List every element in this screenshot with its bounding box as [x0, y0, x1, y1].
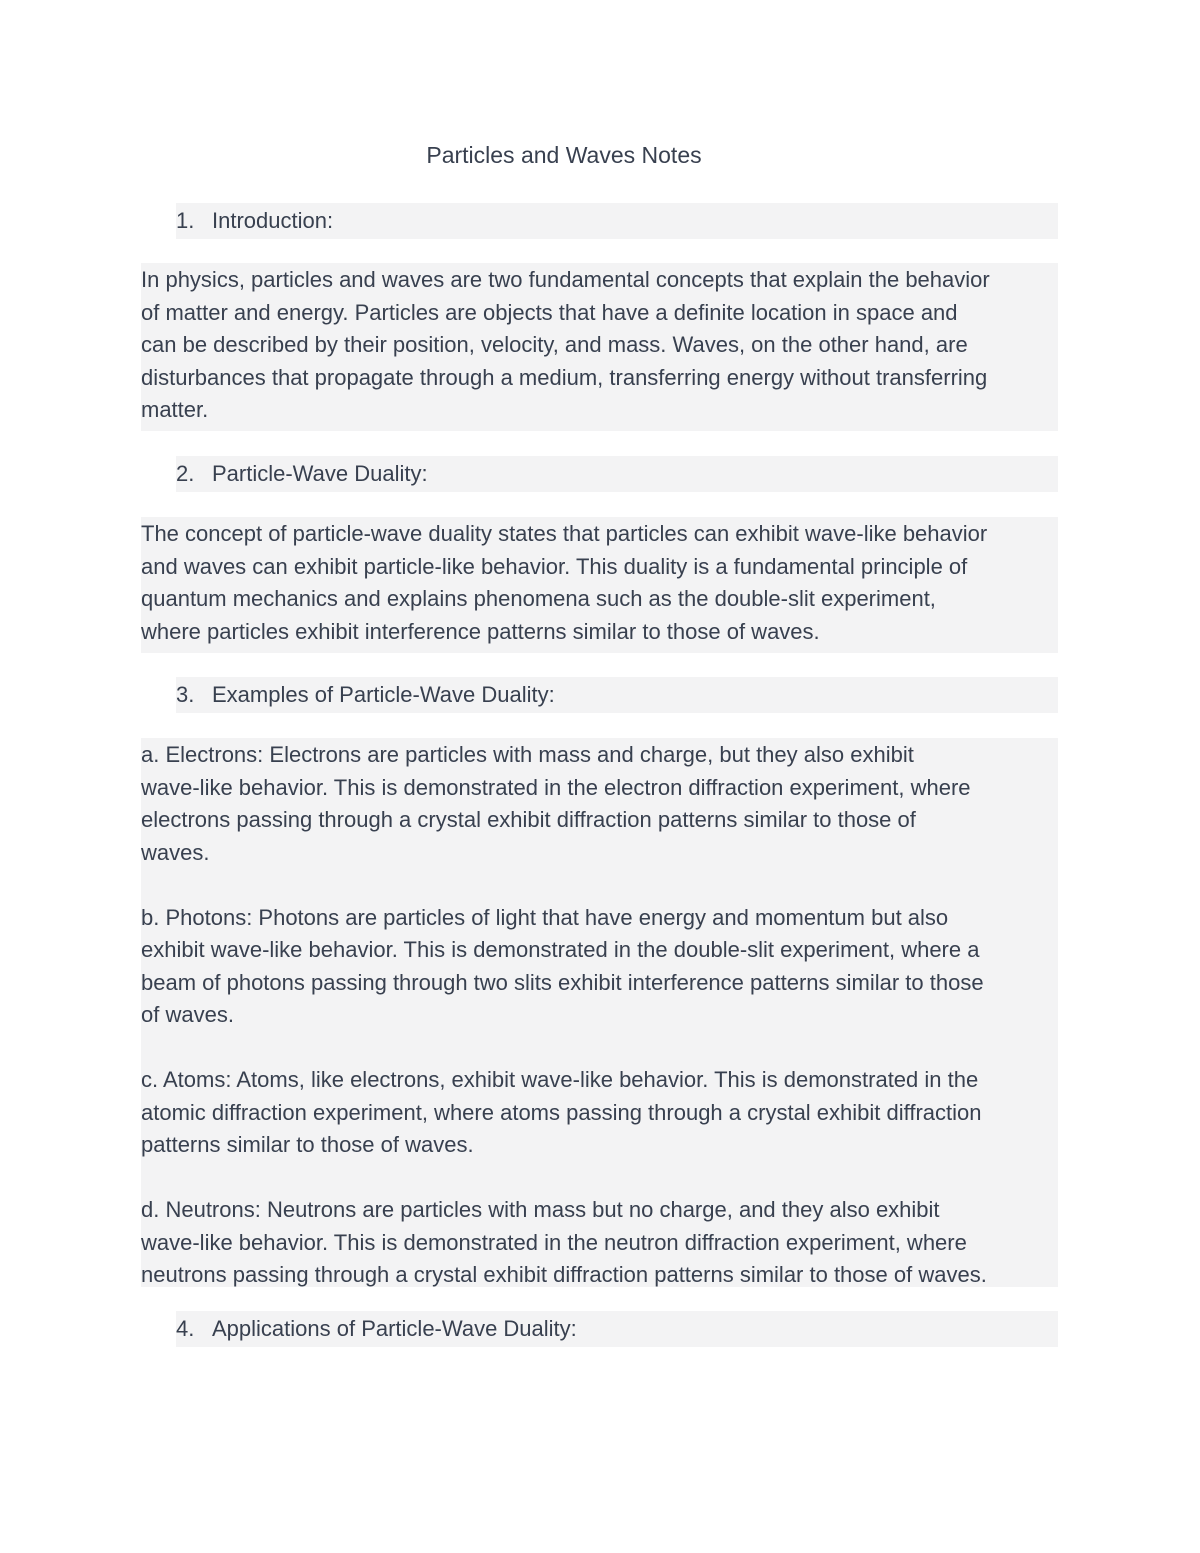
paragraph-line: The concept of particle-wave duality states that particles can exhibit wave-like behavior: [141, 521, 988, 546]
example-photons-line: of waves.: [141, 1002, 234, 1027]
paragraph-line: and waves can exhibit particle-like behavior. This duality is a fundamental principle of: [141, 553, 968, 579]
section-heading-text: Applications of Particle-Wave Duality:: [212, 1316, 577, 1341]
duality-paragraph: [141, 517, 1058, 653]
section-heading-text: Particle-Wave Duality:: [212, 461, 428, 486]
example-atoms-line: atomic diffraction experiment, where atoms passing through a crystal exhibit diffraction: [141, 1099, 982, 1125]
section-number: 2.: [176, 461, 195, 486]
example-electrons-line: a. Electrons: Electrons are particles with mass and charge, but they also exhibit: [141, 742, 914, 767]
paragraph-line: where particles exhibit interference patterns similar to those of waves.: [141, 618, 820, 644]
introduction-paragraph: [141, 263, 1058, 431]
example-electrons-line: wave-like behavior. This is demonstrated in the electron diffraction experiment, where: [141, 774, 971, 800]
section-heading-text: Introduction:: [212, 208, 334, 233]
section-heading-text: Examples of Particle-Wave Duality:: [212, 682, 555, 707]
examples-paragraph: [141, 738, 1058, 1287]
section-number: 4.: [176, 1316, 195, 1341]
section-heading-particle-wave-duality: [176, 456, 1058, 492]
example-photons-line: b. Photons: Photons are particles of light that have energy and momentum but also: [141, 904, 949, 930]
paragraph-line: In physics, particles and waves are two fundamental concepts that explain the behavior: [141, 267, 990, 292]
example-neutrons-line: wave-like behavior. This is demonstrated in the neutron diffraction experiment, where: [141, 1229, 967, 1255]
example-atoms-line: patterns similar to those of waves.: [141, 1132, 474, 1157]
example-photons-line: exhibit wave-like behavior. This is demonstrated in the double-slit experiment, where a: [141, 937, 980, 962]
paragraph-gap: [141, 869, 1058, 902]
paragraph-line: disturbances that propagate through a medium, transferring energy without transferring: [141, 364, 988, 390]
page-title: Particles and Waves Notes: [426, 142, 702, 168]
example-neutrons-line: neutrons passing through a crystal exhibit diffraction patterns similar to those of waves.: [141, 1262, 987, 1287]
paragraph-line: can be described by their position, velocity, and mass. Waves, on the other hand, are: [141, 332, 968, 357]
example-photons-line: beam of photons passing through two slits exhibit interference patterns similar to those: [141, 969, 984, 995]
paragraph-line: matter.: [141, 397, 209, 422]
paragraph-gap: [141, 1162, 1058, 1195]
paragraph-line: quantum mechanics and explains phenomena such as the double-slit experiment,: [141, 586, 936, 611]
section-number: 3.: [176, 682, 195, 707]
example-electrons-line: waves.: [141, 839, 210, 865]
section-number: 1.: [176, 208, 195, 233]
paragraph-gap: [141, 1032, 1058, 1065]
paragraph-line: of matter and energy. Particles are objects that have a definite location in space and: [141, 299, 958, 325]
section-heading-applications: [176, 1311, 1058, 1347]
section-heading-introduction: [176, 203, 1058, 239]
example-neutrons-line: d. Neutrons: Neutrons are particles with mass but no charge, and they also exhibit: [141, 1197, 940, 1222]
section-heading-examples: [176, 677, 1058, 713]
example-atoms-line: c. Atoms: Atoms, like electrons, exhibit wave-like behavior. This is demonstrated in the: [141, 1067, 979, 1092]
example-electrons-line: electrons passing through a crystal exhibit diffraction patterns similar to those of: [141, 807, 916, 832]
